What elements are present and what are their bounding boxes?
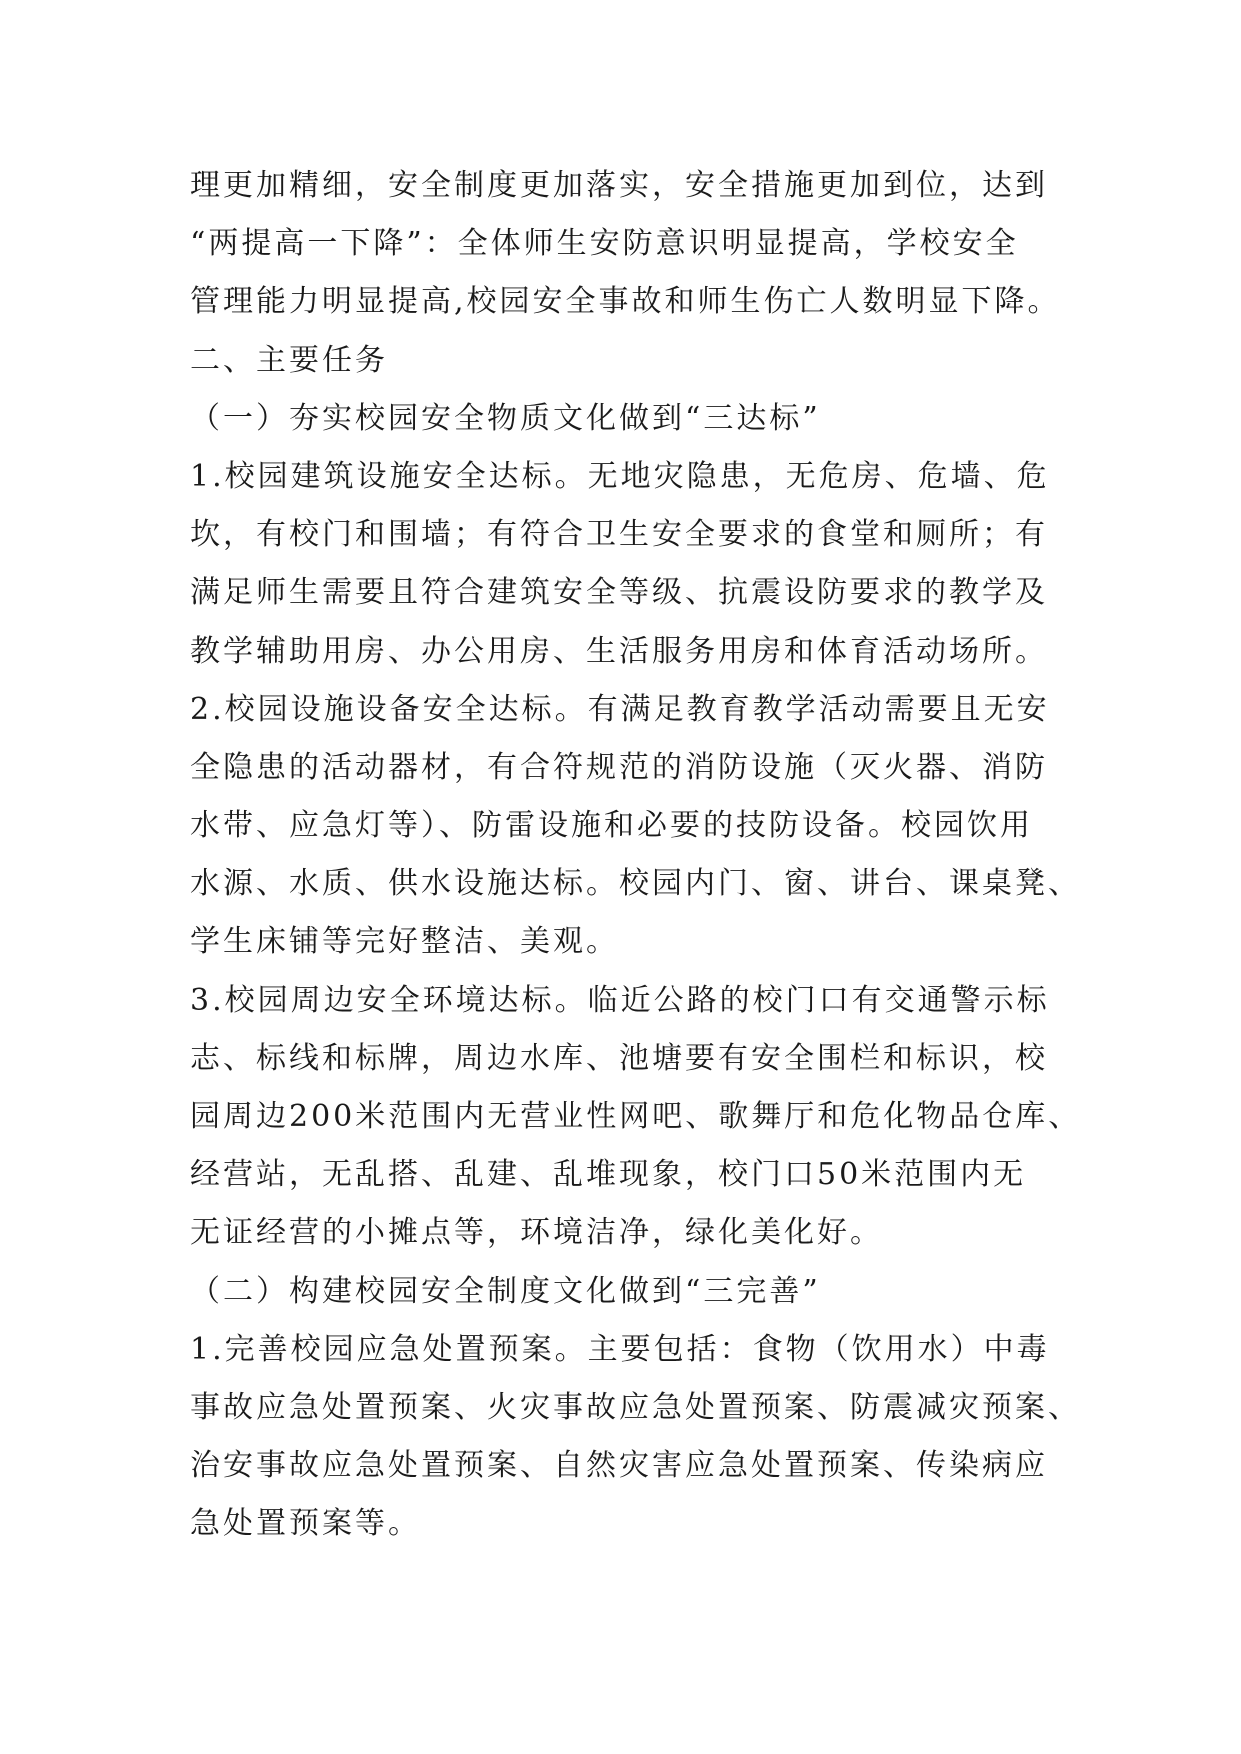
text-line: 水带、应急灯等）、防雷设施和必要的技防设备。校园饮用 bbox=[190, 808, 1033, 844]
text-line: 理更加精细，安全制度更加落实，安全措施更加到位，达到 bbox=[190, 168, 1048, 203]
text-line: 满足师生需要且符合建筑安全等级、抗震设防要求的教学及 bbox=[190, 575, 1048, 611]
text-line: 管理能力明显提高,校园安全事故和师生伤亡人数明显下降。 bbox=[190, 284, 1061, 320]
text-line: 学生床铺等完好整洁、美观。 bbox=[190, 924, 619, 960]
text-line: 1.完善校园应急处置预案。主要包括：食物（饮用水）中毒 bbox=[190, 1331, 1050, 1367]
text-line: 治安事故应急处置预案、自然灾害应急处置预案、传染病应 bbox=[190, 1448, 1048, 1484]
text-line: 教学辅助用房、办公用房、生活服务用房和体育活动场所。 bbox=[190, 633, 1048, 669]
text-line: 急处置预案等。 bbox=[190, 1506, 421, 1542]
section-heading: 二、主要任务 bbox=[190, 342, 388, 378]
subsection-heading: （一）夯实校园安全物质文化做到“三达标” bbox=[190, 400, 821, 436]
text-line: 全隐患的活动器材，有合符规范的消防设施（灭火器、消防 bbox=[190, 749, 1048, 785]
text-line: 事故应急处置预案、火灾事故应急处置预案、防震减灾预案、 bbox=[190, 1389, 1081, 1425]
text-line: 2.校园设施设备安全达标。有满足教育教学活动需要且无安 bbox=[190, 691, 1050, 727]
text-line: 志、标线和标牌，周边水库、池塘要有安全围栏和标识，校 bbox=[190, 1040, 1048, 1076]
text-line: 1.校园建筑设施安全达标。无地灾隐患，无危房、危墙、危 bbox=[190, 458, 1050, 494]
text-line: “两提高一下降”：全体师生安防意识明显提高，学校安全 bbox=[190, 226, 1019, 262]
body-text bbox=[190, 157, 1090, 1554]
text-line: 3.校园周边安全环境达标。临近公路的校门口有交通警示标 bbox=[190, 982, 1050, 1018]
text-line: 水源、水质、供水设施达标。校园内门、窗、讲台、课桌凳、 bbox=[190, 866, 1081, 902]
text-line: 园周边200米范围内无营业性网吧、歌舞厅和危化物品仓库、 bbox=[190, 1099, 1082, 1134]
text-line: 无证经营的小摊点等，环境洁净，绿化美化好。 bbox=[190, 1215, 883, 1251]
text-line: 坎，有校门和围墙；有符合卫生安全要求的食堂和厕所；有 bbox=[190, 517, 1048, 553]
text-line: 经营站，无乱搭、乱建、乱堆现象，校门口50米范围内无 bbox=[190, 1157, 1027, 1193]
subsection-heading: （二）构建校园安全制度文化做到“三完善” bbox=[190, 1273, 821, 1309]
